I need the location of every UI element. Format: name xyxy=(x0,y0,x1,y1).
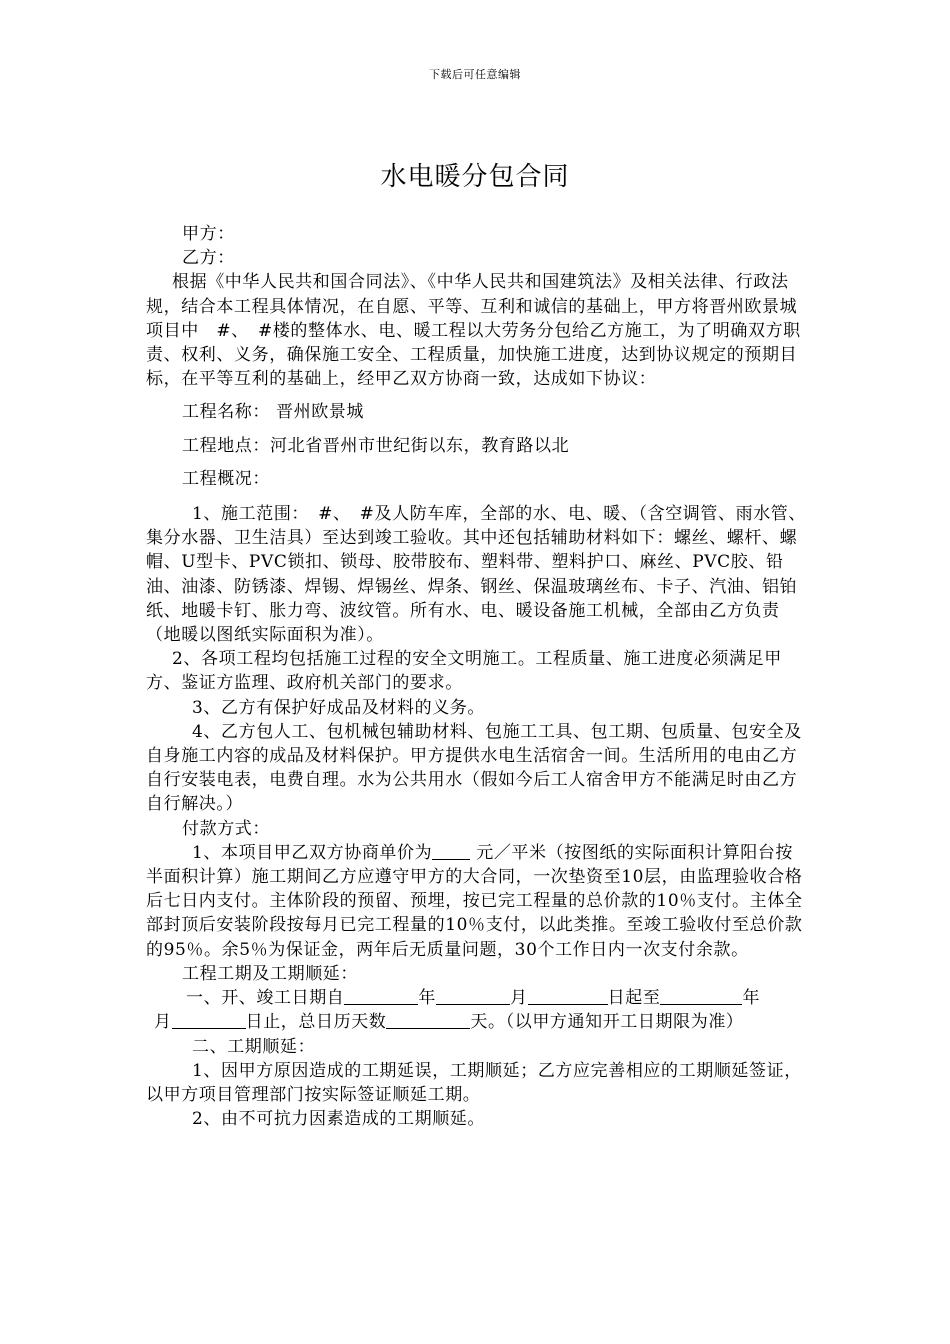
start-year-blank[interactable] xyxy=(344,987,418,1005)
schedule-days-suffix: 天。（以甲方通知开工日期限为准） xyxy=(470,1012,744,1033)
label-month: 月 xyxy=(510,988,528,1009)
label-day-from: 日起至 xyxy=(607,988,661,1009)
total-days-blank[interactable] xyxy=(386,1011,470,1029)
document-title: 水电暖分包合同 xyxy=(380,162,570,192)
label-year: 年 xyxy=(418,988,437,1009)
payment-text-rest: 元／平米（按图纸的实际面积计算阳台按半面积计算）施工期间乙方应遵守甲方的大合同，一次垫资至10层，由监理验收合格后七日内支付。主体阶段的预留、预埋，按已完工程量的总价款的10％支付。主体全部封顶后安装阶段按每月已完工程量的10％支付，以此类推。至竣工验收付至总价款的95％。余5％为保证金，两年后无质量问题，30个工作日内一次支付余款。 xyxy=(146,842,803,960)
extension-item: 1、因甲方原因造成的工期延误，工期顺延；乙方应完善相应的工期顺延签证，以甲方项目管理部门按实际签证顺延工期。 xyxy=(146,1060,802,1105)
schedule-dates xyxy=(146,986,808,1034)
preamble: 根据《中华人民共和国合同法》、《中华人民共和国建筑法》及相关法律、行政法规，结合本工程具体情况，在自愿、平等、互利和诚信的基础上，甲方将晋州欧景城项目中 #、 #楼的整体水、电、暖工程以大劳务分包给乙方施工，为了明确双方职责、权利、义务，确保施工安全、工程质量，加快施工进度，达到协议规定的预期目标，在平等互利的基础上，经甲乙双方协商一致，达成如下协议： xyxy=(146,272,801,390)
scope-item: 4、乙方包人工、包机械包辅助材料、包施工工具、包工期、包质量、包安全及自身施工内容的成品及材料保护。甲方提供水电生活宿舍一间。生活所用的电由乙方自行安装电表，电费自理。水为公共用水（假如今后工人宿舍甲方不能满足时由乙方自行解决。） xyxy=(146,721,802,815)
contract-body xyxy=(146,222,808,1131)
party-a-line: 甲方： xyxy=(182,224,235,244)
project-name: 工程名称： 晋州欧景城 xyxy=(182,402,365,423)
label-day-to: 日止，总日历天数 xyxy=(245,1012,387,1033)
unit-price-blank[interactable] xyxy=(432,842,470,860)
payment-text-start: 1、本项目甲乙双方协商单价为 xyxy=(192,842,433,863)
scope-item: 2、各项工程均包括施工过程的安全文明施工。工程质量、施工进度必须满足甲方、鉴证方监理、政府机关部门的要求。 xyxy=(146,649,782,694)
payment-terms xyxy=(146,841,808,962)
end-year-blank[interactable] xyxy=(660,987,742,1005)
label-year-2: 年 xyxy=(742,988,761,1009)
header-note: 下载后可任意编辑 xyxy=(429,68,521,81)
project-location: 工程地点：河北省晋州市世纪街以东，教育路以北 xyxy=(182,435,570,456)
project-overview-heading: 工程概况： xyxy=(182,468,270,489)
party-b-line: 乙方： xyxy=(182,248,235,269)
extension-item: 2、由不可抗力因素造成的工期顺延。 xyxy=(192,1109,486,1130)
start-day-blank[interactable] xyxy=(528,987,608,1005)
label-month-2: 月 xyxy=(154,1012,172,1033)
schedule-heading: 工程工期及工期顺延： xyxy=(182,963,358,984)
extension-heading: 二、工期顺延： xyxy=(192,1036,316,1057)
end-month-blank[interactable] xyxy=(172,1011,246,1029)
start-month-blank[interactable] xyxy=(436,987,510,1005)
schedule-start-prefix: 一、开、竣工日期自 xyxy=(186,988,345,1009)
scope-item: 1、施工范围： #、 #及人防车库，全部的水、电、暖、（含空调管、雨水管、集分水器、卫生洁具）至达到竣工验收。其中还包括辅助材料如下：螺丝、螺杆、螺帽、U型卡、PVC锁扣、锁母、胶带胶布、塑料带、塑料护口、麻丝、PVC胶、铅油、油漆、防锈漆、焊锡、焊锡丝、焊条、钢丝、保温玻璃丝布、卡子、汽油、铝铂纸、地暖卡钉、胀力弯、波纹管。所有水、电、暖设备施工机械，全部由乙方负责（地暖以图纸实际面积为准）。 xyxy=(146,504,807,646)
payment-heading: 付款方式： xyxy=(182,818,270,839)
scope-item: 3、乙方有保护好成品及材料的义务。 xyxy=(192,697,486,718)
